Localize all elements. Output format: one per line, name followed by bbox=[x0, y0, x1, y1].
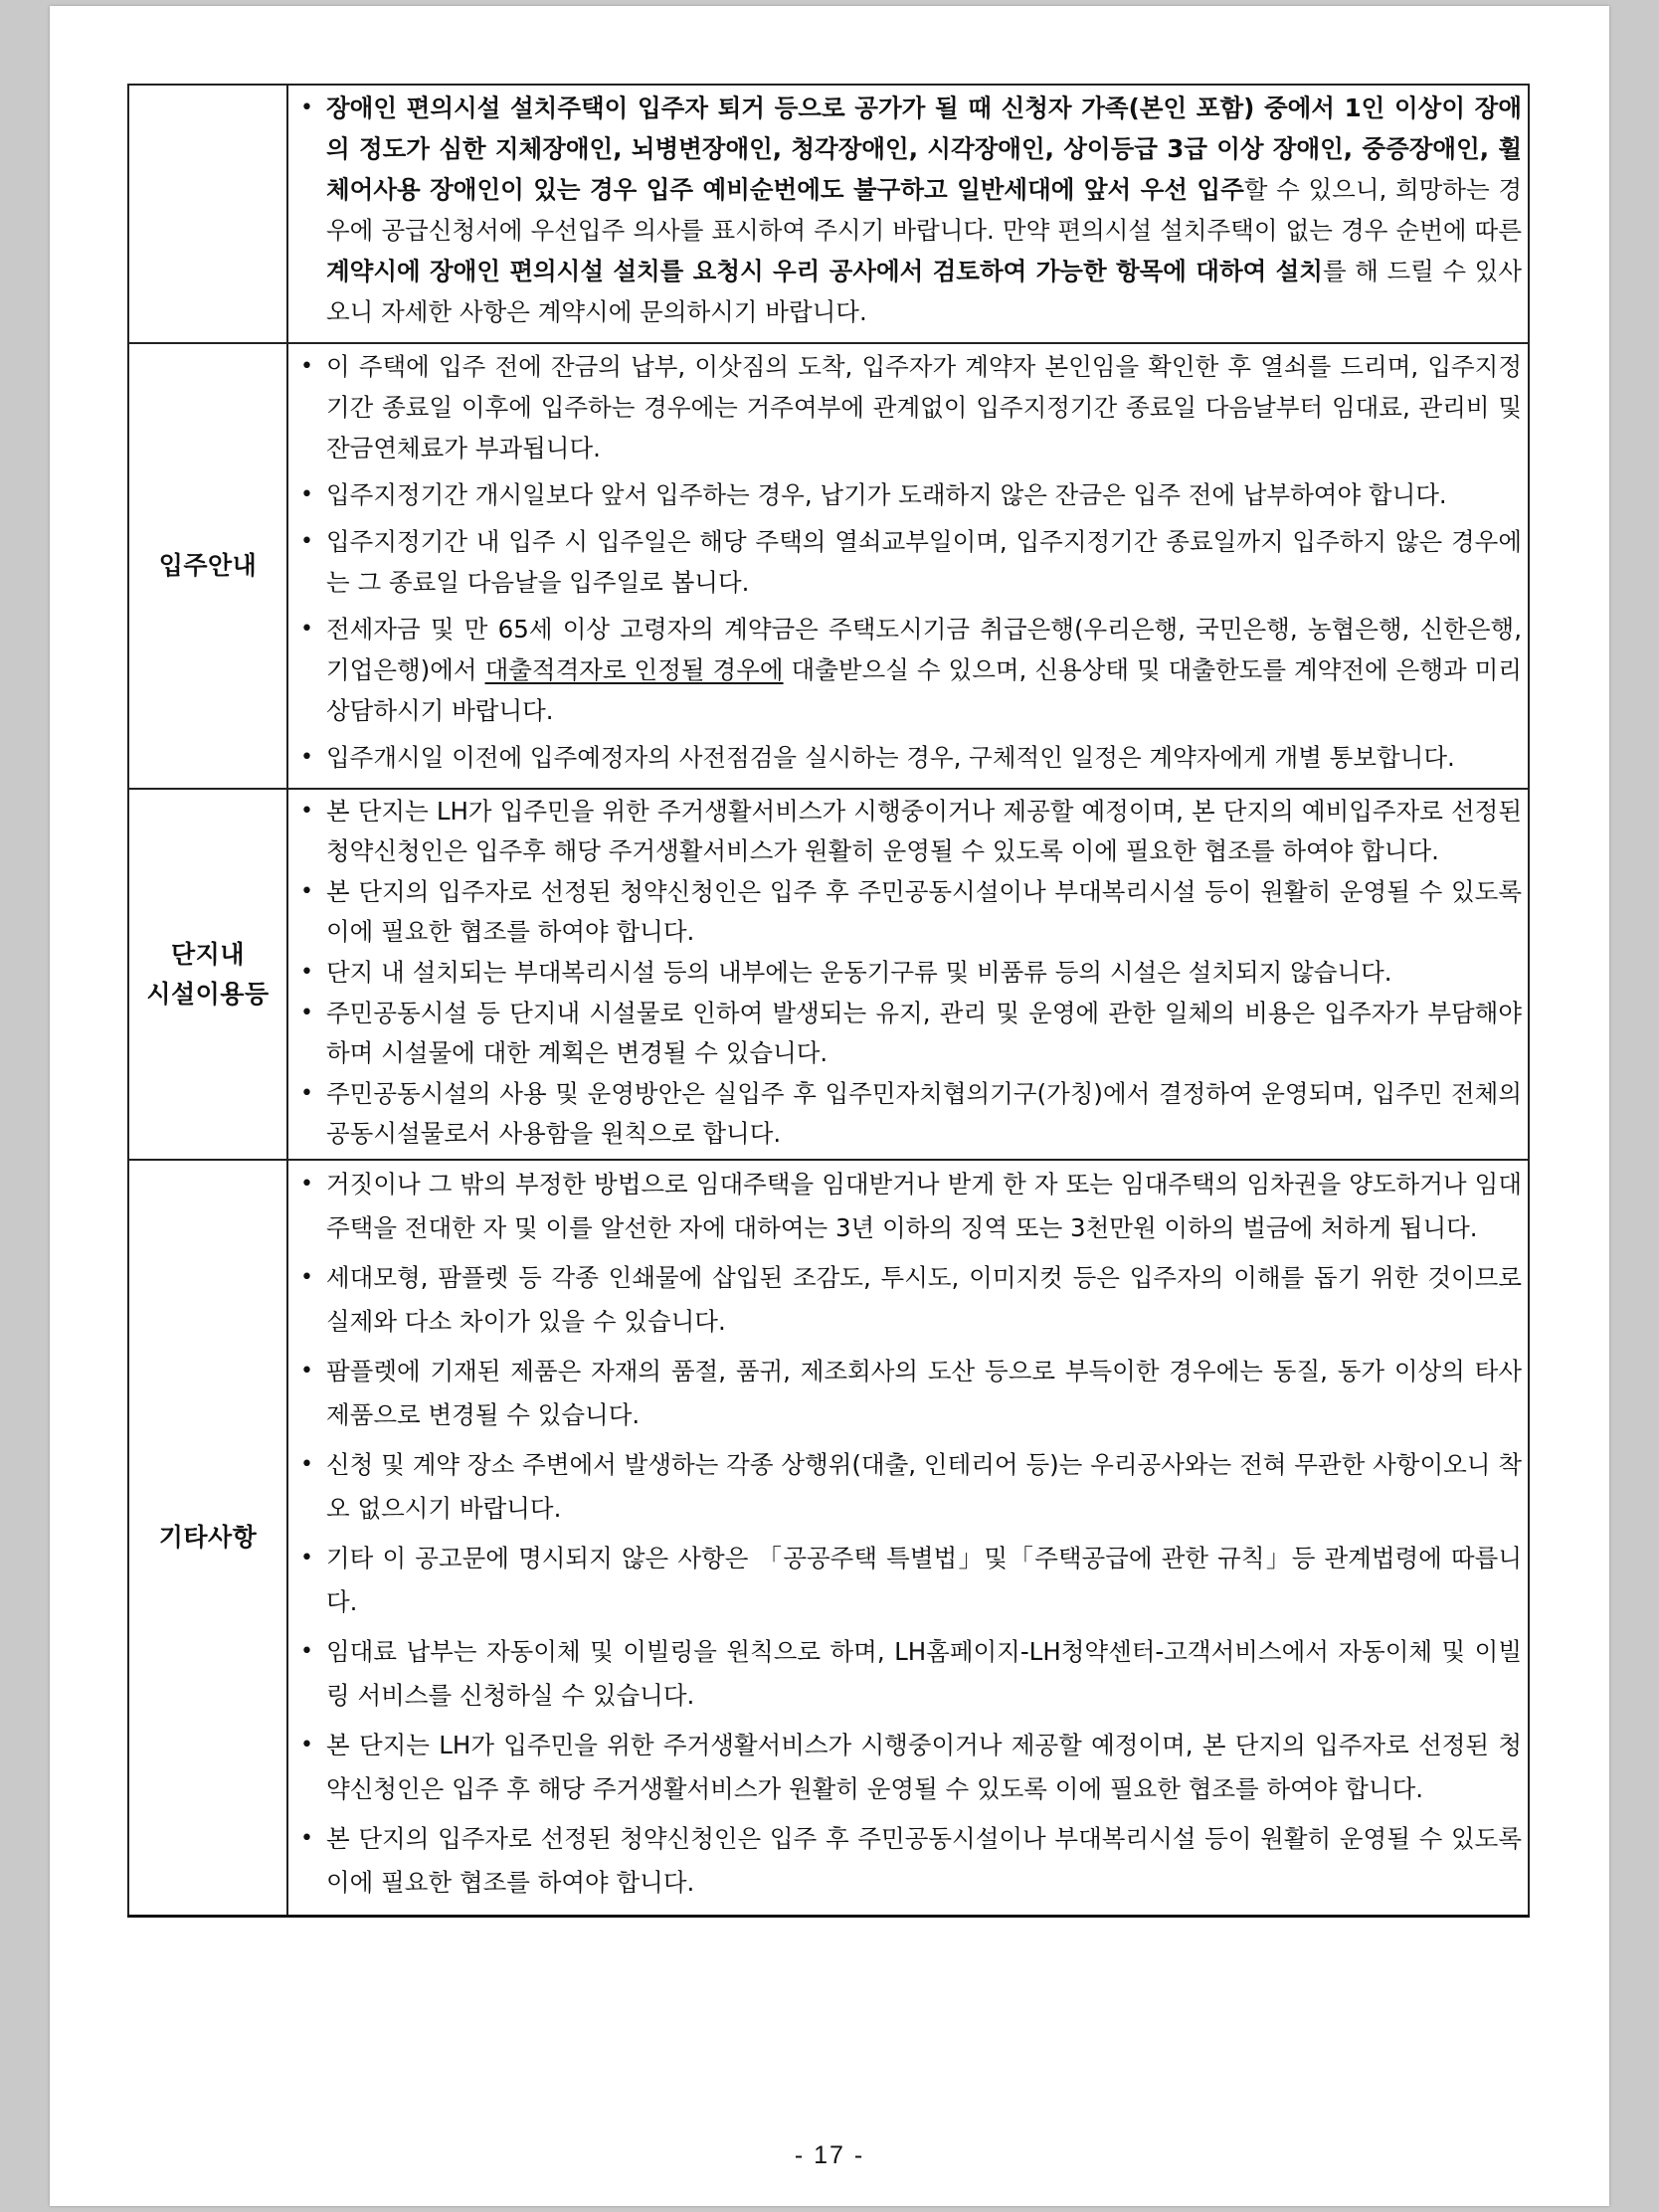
section-label bbox=[128, 85, 287, 343]
list-item bbox=[292, 1350, 1522, 1437]
text-segment: 를 해 드릴 수 있사오니 자세한 사항은 계약시에 문의하시기 바랍니다. bbox=[326, 257, 1522, 326]
text-segment: 주민공동시설의 사용 및 운영방안은 실입주 후 입주민자치협의기구(가칭)에서 결정하여 운영되며, 입주민 전체의 공동시설물로서 사용함을 원칙으로 합니다. bbox=[326, 1079, 1522, 1148]
text-segment: 본 단지는 LH가 입주민을 위한 주거생활서비스가 시행중이거나 제공할 예정이며, 본 단지의 입주자로 선정된 청약신청인은 입주 후 해당 주거생활서비스가 원활히 운영될 수 있도록 이에 필요한 협조를 하여야 합니다. bbox=[326, 1731, 1522, 1803]
text-segment: 단지 내 설치되는 부대복리시설 등의 내부에는 운동기구류 및 비품류 등의 시설은 설치되지 않습니다. bbox=[326, 958, 1392, 987]
text-segment: 본 단지의 입주자로 선정된 청약신청인은 입주 후 주민공동시설이나 부대복리시설 등이 원활히 운영될 수 있도록 이에 필요한 협조를 하여야 합니다. bbox=[326, 1824, 1522, 1897]
text-segment: 거짓이나 그 밖의 부정한 방법으로 임대주택을 임대받거나 받게 한 자 또는 임대주택의 임차권을 양도하거나 임대주택을 전대한 자 및 이를 알선한 자에 대하여는 3년 이하의 징역 또는 3천만원 이하의 벌금에 처하게 됩니다. bbox=[326, 1170, 1522, 1242]
text-segment: 팜플렛에 기재된 제품은 자재의 품절, 품귀, 제조회사의 도산 등으로 부득이한 경우에는 동질, 동가 이상의 타사 제품으로 변경될 수 있습니다. bbox=[326, 1357, 1522, 1429]
list-item bbox=[292, 1817, 1522, 1905]
list-item bbox=[292, 1074, 1522, 1154]
page-number: - 17 - bbox=[794, 2141, 865, 2169]
section-move-in-guide bbox=[128, 343, 1529, 789]
section-label: 단지내 시설이용등 bbox=[128, 789, 287, 1160]
section-label: 기타사항 bbox=[128, 1160, 287, 1917]
document-page bbox=[50, 6, 1609, 2206]
text-segment: 본 단지는 LH가 입주민을 위한 주거생활서비스가 시행중이거나 제공할 예정이며, 본 단지의 예비입주자로 선정된 청약신청인은 입주후 해당 주거생활서비스가 원활히 운영될 수 있도록 이에 필요한 협조를 하여야 합니다. bbox=[326, 797, 1522, 865]
text-segment: 본 단지의 입주자로 선정된 청약신청인은 입주 후 주민공동시설이나 부대복리시설 등이 원활히 운영될 수 있도록 이에 필요한 협조를 하여야 합니다. bbox=[326, 877, 1522, 946]
section-content bbox=[287, 85, 1529, 343]
text-segment: 신청 및 계약 장소 주변에서 발생하는 각종 상행위(대출, 인테리어 등)는 우리공사와는 전혀 무관한 사항이오니 착오 없으시기 바랍니다. bbox=[326, 1450, 1522, 1523]
list-item bbox=[292, 474, 1522, 515]
list-item bbox=[292, 737, 1522, 778]
section-other-matters bbox=[128, 1160, 1529, 1917]
list-item bbox=[292, 346, 1522, 468]
list-item bbox=[292, 994, 1522, 1073]
section-content bbox=[287, 343, 1529, 789]
list-item bbox=[292, 1163, 1522, 1250]
list-item bbox=[292, 609, 1522, 731]
list-item bbox=[292, 1630, 1522, 1718]
list-item bbox=[292, 1537, 1522, 1624]
text-segment: 전세자금 및 만 65세 이상 고령자의 계약금은 주택도시기금 취급은행(우리은행, 국민은행, 농협은행, 신한은행, 기업은행)에서 bbox=[326, 615, 1522, 684]
text-segment: 이 주택에 입주 전에 잔금의 납부, 이삿짐의 도착, 입주자가 계약자 본인임을 확인한 후 열쇠를 드리며, 입주지정기간 종료일 이후에 입주하는 경우에는 거주여부에 관계없이 입주지정기간 종료일 다음날부터 임대료, 관리비 및 잔금연체료가 부과됩니다. bbox=[326, 352, 1522, 462]
text-segment: 임대료 납부는 자동이체 및 이빌링을 원칙으로 하며, LH홈페이지-LH청약센터-고객서비스에서 자동이체 및 이빌링 서비스를 신청하실 수 있습니다. bbox=[326, 1637, 1522, 1710]
notice-table bbox=[127, 84, 1530, 1918]
list-item bbox=[292, 1443, 1522, 1531]
section-continued bbox=[128, 85, 1529, 343]
text-segment: 주민공동시설 등 단지내 시설물로 인하여 발생되는 유지, 관리 및 운영에 관한 일체의 비용은 입주자가 부담해야 하며 시설물에 대한 계획은 변경될 수 있습니다. bbox=[326, 999, 1523, 1067]
list-item bbox=[292, 792, 1522, 871]
text-segment: 입주지정기간 개시일보다 앞서 입주하는 경우, 납기가 도래하지 않은 잔금은 입주 전에 납부하여야 합니다. bbox=[326, 480, 1447, 509]
list-item bbox=[292, 88, 1522, 332]
text-segment: 세대모형, 팜플렛 등 각종 인쇄물에 삽입된 조감도, 투시도, 이미지컷 등은 입주자의 이해를 돕기 위한 것이므로 실제와 다소 차이가 있을 수 있습니다. bbox=[326, 1263, 1522, 1336]
section-content bbox=[287, 789, 1529, 1160]
text-segment: 할 수 있으니, 희망하는 경우에 공급신청서에 우선입주 의사를 표시하여 주시기 바랍니다. 만약 편의시설 설치주택이 없는 경우 순번에 따른 bbox=[326, 175, 1523, 245]
bullet-list bbox=[292, 88, 1522, 332]
list-item bbox=[292, 1256, 1522, 1344]
bullet-list bbox=[292, 346, 1522, 778]
text-segment: 대출받으실 수 있으며, 신용상태 및 대출한도를 계약전에 은행과 미리 상담하시기 바랍니다. bbox=[326, 655, 1522, 725]
bold-text: 장애인 편의시설 설치주택이 입주자 퇴거 등으로 공가가 될 때 신청자 가족(본인 포함) 중에서 1인 이상이 장애의 정도가 심한 지체장애인, 뇌병변장애인, 청각장애인, 시각장애인, 상이등급 3급 이상 장애인, 중증장애인, 휠체어사용 장애인이 있는 경우 입주 예비순번에도 불구하고 일반세대에 앞서 우선 입주 bbox=[326, 93, 1522, 204]
bold-text: 계약시에 장애인 편의시설 설치를 요청시 우리 공사에서 검토하여 가능한 항목에 대하여 설치 bbox=[326, 257, 1323, 285]
list-item bbox=[292, 953, 1522, 993]
list-item bbox=[292, 872, 1522, 952]
section-content bbox=[287, 1160, 1529, 1917]
bullet-list bbox=[292, 1163, 1522, 1905]
text-segment: 기타 이 공고문에 명시되지 않은 사항은 「공공주택 특별법」및「주택공급에 관한 규칙」등 관계법령에 따릅니다. bbox=[326, 1544, 1522, 1616]
text-segment: 입주개시일 이전에 입주예정자의 사전점검을 실시하는 경우, 구체적인 일정은 계약자에게 개별 통보합니다. bbox=[326, 743, 1455, 772]
list-item bbox=[292, 1724, 1522, 1811]
text-segment: 입주지정기간 내 입주 시 입주일은 해당 주택의 열쇠교부일이며, 입주지정기간 종료일까지 입주하지 않은 경우에는 그 종료일 다음날을 입주일로 봅니다. bbox=[326, 527, 1522, 597]
underlined-text: 대출적격자로 인정될 경우에 bbox=[484, 655, 784, 684]
section-facility-use bbox=[128, 789, 1529, 1160]
bullet-list bbox=[292, 792, 1522, 1154]
list-item bbox=[292, 521, 1522, 603]
section-label: 입주안내 bbox=[128, 343, 287, 789]
